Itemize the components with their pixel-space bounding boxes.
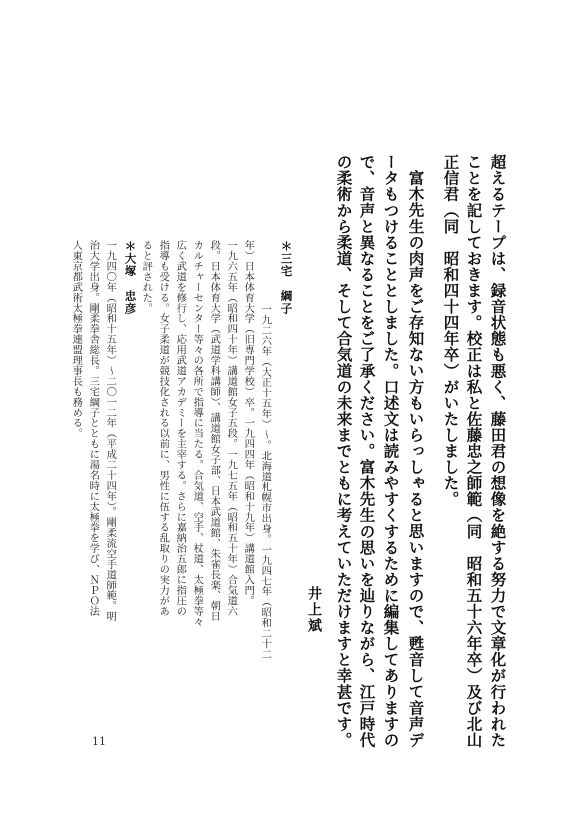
body-line-6: で、音声と異なることをご了承ください。富木先生の思いを辿りながら、江戸時代 — [357, 154, 377, 748]
note-miyake-line-4: 段。日本体育大学（武道学科講師）、講道館女子部、日本武道館、朱雀長楽、朝日 — [208, 240, 221, 622]
note-otsuka-line-1: 一九四〇年（昭和十五年）～二〇一二年（平成二十四年）。剛柔流空手道師範。明 — [104, 240, 117, 622]
body-line-7: の柔術から柔道、そして合気道の未来までともに考えていただけますと幸甚です。 — [334, 154, 354, 748]
body-line-3: 正信君（同 昭和四十四年卒）がいたしました。 — [441, 154, 461, 508]
note-miyake-line-6: 広く武道を修行し、応用武道アカデミーを主宰する。さらに嘉納治五郎に指圧の — [174, 240, 187, 617]
author-signature: 井上斌 — [306, 586, 322, 634]
note-miyake-line-2: 年）日本体育大学（旧専門学校）卒。一九四四年（昭和十九年）講道館入門。 — [242, 240, 255, 606]
body-line-4: 富木先生の肉声をご存知ない方もいらっしゃると思いますので、甦音して音声デ — [406, 170, 426, 748]
note-miyake-line-8: ると評された。 — [140, 240, 153, 314]
note-miyake-line-5: カルチャーセンター等々の各所で指導に当たる。合気道、空手、杖道、太極拳等々 — [191, 240, 204, 627]
body-line-2: ことを記しておきます。校正は私と佐藤忠之師範（同 昭和五十六年卒）及び北山 — [464, 154, 484, 748]
note-otsuka-line-3: 人東京都武術太極拳連盟理事長も務める。 — [70, 240, 83, 439]
note-heading-miyake: ＊三宅 綱子 — [279, 240, 294, 315]
note-miyake-line-7: 指導も受ける。女子柔道が競技化される以前に、男性に伍する乱取りの実力があ — [157, 240, 170, 617]
page-number: 11 — [92, 735, 106, 748]
body-line-5: ータもつけることとしました。口述文は読みやすくするために編集してありますの — [381, 154, 401, 748]
note-otsuka-line-2: 治大学出身。剛柔拳舎総長。三宅綱子とともに湯名時に太極拳を学び、ＮＰＯ法 — [87, 240, 100, 617]
note-miyake-line-3: 一九六五年（昭和四十年）講道館女子五段。一九七五年（昭和五十年）合気道六 — [225, 240, 238, 617]
note-miyake-line-1: 一九二六年（大正十五年）～。北海道札幌市出身。一九四七年（昭和二十二 — [259, 304, 272, 660]
note-heading-otsuka: ＊大塚 忠彦 — [123, 240, 138, 315]
body-line-1: 超えるテープは、録音状態も悪く、藤田君の想像を絶する努力で文章化が行われた — [488, 154, 508, 748]
